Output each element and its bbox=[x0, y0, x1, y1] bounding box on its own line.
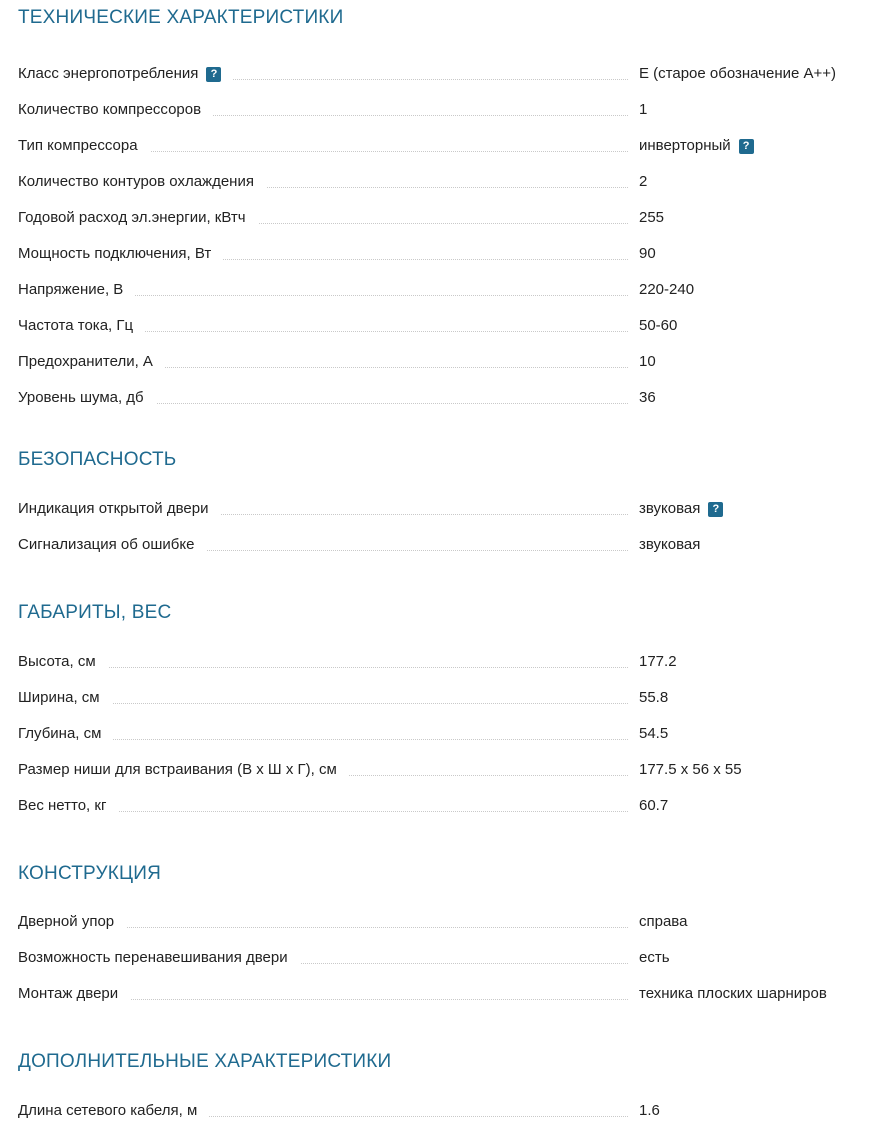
spec-label: Вес нетто, кг bbox=[18, 794, 118, 818]
spec-label: Предохранители, А bbox=[18, 350, 165, 374]
spec-value: есть bbox=[639, 949, 670, 966]
spec-row bbox=[18, 686, 858, 710]
spec-value: 177.2 bbox=[639, 653, 677, 670]
spec-value: звуковая bbox=[639, 536, 701, 553]
spec-row bbox=[18, 278, 858, 302]
help-icon[interactable]: ? bbox=[708, 502, 723, 517]
spec-label: Напряжение, В bbox=[18, 278, 135, 302]
spec-label: Дверной упор bbox=[18, 910, 126, 934]
spec-row bbox=[18, 98, 858, 122]
spec-row bbox=[18, 982, 858, 1006]
spec-label: Уровень шума, дб bbox=[18, 386, 156, 410]
spec-label: Частота тока, Гц bbox=[18, 314, 145, 338]
spec-value: инверторный bbox=[639, 137, 731, 154]
spec-value: 90 bbox=[639, 245, 656, 262]
spec-label: Размер ниши для встраивания (В х Ш х Г), см bbox=[18, 758, 349, 782]
spec-row bbox=[18, 170, 858, 194]
spec-label: Класс энергопотребления bbox=[18, 65, 199, 82]
spec-value: 50-60 bbox=[639, 317, 678, 334]
help-icon[interactable]: ? bbox=[739, 139, 754, 154]
section-title: ГАБАРИТЫ, ВЕС bbox=[18, 602, 172, 623]
spec-label: Количество компрессоров bbox=[18, 98, 213, 122]
spec-row bbox=[18, 242, 858, 266]
spec-value: 60.7 bbox=[639, 797, 669, 814]
spec-row bbox=[18, 206, 858, 230]
spec-row bbox=[18, 946, 858, 970]
spec-value: 54.5 bbox=[639, 725, 669, 742]
spec-row bbox=[18, 533, 858, 557]
spec-row bbox=[18, 62, 858, 86]
spec-label: Высота, см bbox=[18, 650, 108, 674]
spec-row bbox=[18, 314, 858, 338]
spec-row bbox=[18, 497, 858, 521]
section-title: ДОПОЛНИТЕЛЬНЫЕ ХАРАКТЕРИСТИКИ bbox=[18, 1051, 392, 1072]
spec-label: Индикация открытой двери bbox=[18, 497, 220, 521]
section-title: БЕЗОПАСНОСТЬ bbox=[18, 449, 177, 470]
spec-value: 2 bbox=[639, 173, 648, 190]
spec-row bbox=[18, 1099, 858, 1123]
spec-value: 1.6 bbox=[639, 1102, 660, 1119]
spec-value: техника плоских шарниров bbox=[639, 985, 827, 1002]
spec-label: Возможность перенавешивания двери bbox=[18, 946, 300, 970]
spec-value: 177.5 x 56 x 55 bbox=[639, 761, 742, 778]
spec-value: 55.8 bbox=[639, 689, 669, 706]
help-icon[interactable]: ? bbox=[206, 67, 221, 82]
spec-label: Длина сетевого кабеля, м bbox=[18, 1099, 209, 1123]
spec-label: Годовой расход эл.энергии, кВтч bbox=[18, 206, 258, 230]
spec-row bbox=[18, 134, 858, 158]
spec-row bbox=[18, 722, 858, 746]
spec-value: 36 bbox=[639, 389, 656, 406]
spec-row bbox=[18, 910, 858, 934]
spec-label: Количество контуров охлаждения bbox=[18, 170, 266, 194]
spec-label: Монтаж двери bbox=[18, 982, 130, 1006]
spec-value: справа bbox=[639, 913, 688, 930]
section-title: КОНСТРУКЦИЯ bbox=[18, 863, 162, 884]
spec-value: 255 bbox=[639, 209, 665, 226]
spec-row bbox=[18, 758, 858, 782]
spec-row bbox=[18, 350, 858, 374]
dotted-leader bbox=[18, 667, 628, 668]
section-title: ТЕХНИЧЕСКИЕ ХАРАКТЕРИСТИКИ bbox=[18, 7, 344, 28]
spec-value: E (старое обозначение A++) bbox=[639, 65, 837, 82]
spec-row bbox=[18, 386, 858, 410]
spec-value: 1 bbox=[639, 101, 648, 118]
spec-value: звуковая bbox=[639, 500, 701, 517]
spec-label: Глубина, см bbox=[18, 722, 113, 746]
spec-label: Ширина, см bbox=[18, 686, 112, 710]
spec-row bbox=[18, 650, 858, 674]
spec-value: 10 bbox=[639, 353, 656, 370]
spec-label: Тип компрессора bbox=[18, 134, 150, 158]
spec-label: Мощность подключения, Вт bbox=[18, 242, 223, 266]
spec-row bbox=[18, 794, 858, 818]
spec-label: Сигнализация об ошибке bbox=[18, 533, 206, 557]
spec-value: 220-240 bbox=[639, 281, 695, 298]
